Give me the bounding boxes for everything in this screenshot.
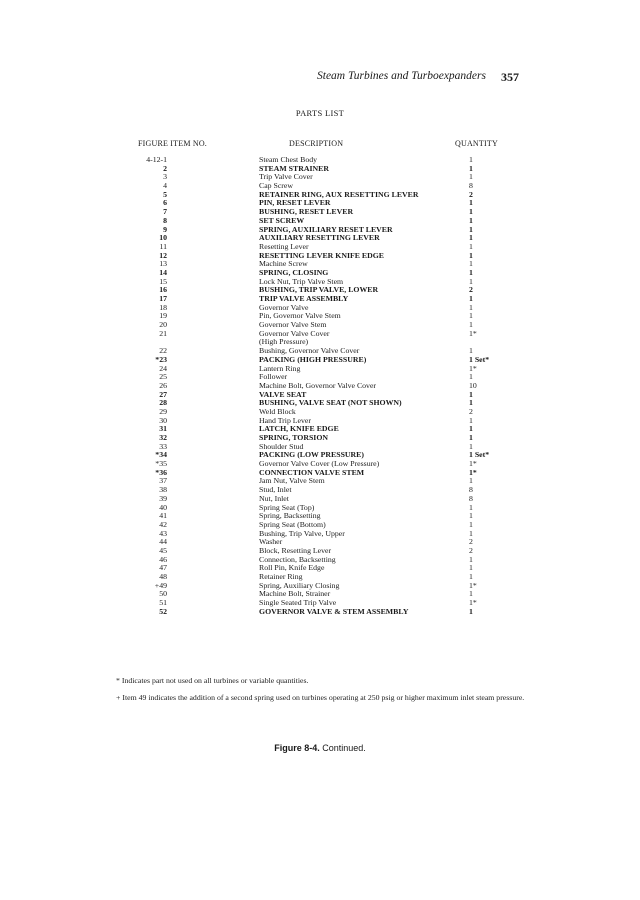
item-quantity: 8: [469, 181, 473, 191]
item-number: 8: [163, 215, 167, 225]
item-quantity: 1: [469, 276, 473, 286]
item-description: LATCH, KNIFE EDGE: [259, 424, 339, 434]
table-row: [0, 234, 640, 243]
table-row: [0, 408, 640, 417]
item-number: 18: [159, 302, 167, 312]
item-description: SPRING, TORSION: [259, 433, 329, 442]
item-number: 11: [159, 241, 167, 251]
item-number: 4: [163, 181, 167, 191]
item-number: 6: [163, 198, 167, 208]
running-title: Steam Turbines and Turboexpanders: [317, 70, 486, 82]
item-quantity: 1*: [469, 598, 477, 608]
item-quantity: 1: [469, 563, 473, 573]
item-number: 24: [159, 363, 167, 373]
item-number: 27: [159, 389, 167, 399]
item-quantity: 1: [469, 606, 473, 616]
item-description: Bushing, Trip Valve, Upper: [259, 528, 345, 538]
item-quantity: 1 Set*: [469, 450, 490, 460]
parts-table: [0, 156, 640, 616]
item-quantity: 1: [469, 589, 473, 599]
item-number: 2: [163, 163, 167, 173]
item-quantity: 8: [469, 485, 473, 495]
item-description: STEAM STRAINER: [259, 163, 329, 173]
item-description: Trip Valve Cover: [259, 172, 313, 182]
item-quantity: 10: [469, 380, 477, 390]
item-number: 4-12-1: [146, 155, 167, 164]
item-description: Governor Valve Cover (Low Pressure): [259, 459, 380, 469]
item-description: BUSHING, RESET LEVER: [259, 207, 354, 217]
item-description: Governor Valve Stem: [259, 320, 327, 330]
item-description: Roll Pin, Knife Edge: [259, 563, 325, 573]
parts-list-title: PARTS LIST: [295, 108, 345, 118]
item-description: Steam Chest Body: [259, 155, 318, 164]
table-row: [0, 486, 640, 495]
item-number: 40: [159, 502, 167, 512]
item-quantity: 1: [469, 572, 473, 581]
item-quantity: 1: [469, 372, 473, 382]
item-quantity: 1: [469, 250, 473, 260]
item-number: 7: [163, 207, 167, 217]
item-number: 47: [159, 563, 167, 573]
item-number: 30: [159, 415, 167, 425]
column-header-description: DESCRIPTION: [289, 139, 344, 148]
item-number: 16: [159, 285, 167, 295]
footnote-asterisk: * Indicates part not used on all turbines or variable quantities.: [116, 676, 309, 685]
item-quantity: 1: [469, 424, 473, 434]
item-quantity: 1: [469, 224, 473, 234]
item-description: Spring Seat (Bottom): [259, 519, 326, 529]
item-description: Spring, Auxiliary Closing: [259, 580, 340, 590]
item-quantity: 2: [469, 406, 473, 416]
item-quantity: 1: [469, 528, 473, 538]
item-number: 51: [159, 598, 167, 608]
figure-caption: [0, 743, 640, 753]
item-quantity: 1: [469, 302, 473, 312]
item-number: 50: [159, 589, 167, 599]
table-row: [0, 365, 640, 374]
item-quantity: 1: [469, 476, 473, 486]
item-description: Jam Nut, Valve Stem: [259, 476, 325, 486]
item-number: 32: [159, 433, 167, 442]
item-description: Lantern Ring: [259, 363, 301, 373]
item-quantity: 8: [469, 493, 473, 503]
item-description: Lock Nut, Trip Valve Stem: [259, 276, 344, 286]
item-description: Nut, Inlet: [259, 493, 289, 503]
item-quantity: 1: [469, 172, 473, 182]
item-description: Washer: [259, 537, 283, 547]
item-description: TRIP VALVE ASSEMBLY: [259, 294, 349, 303]
item-number: 43: [159, 528, 167, 538]
item-number: 37: [159, 476, 167, 486]
item-description: Governor Valve Cover: [259, 328, 330, 338]
item-number: 48: [159, 572, 167, 581]
item-number: 22: [159, 346, 167, 356]
item-description: Spring, Backsetting: [259, 511, 321, 521]
table-row: [0, 165, 640, 174]
item-quantity: 1: [469, 215, 473, 225]
item-quantity: 1*: [469, 328, 477, 338]
table-row: [0, 382, 640, 391]
item-quantity: 1*: [469, 580, 477, 590]
item-number: 25: [159, 372, 167, 382]
item-description: Governor Valve: [259, 302, 309, 312]
item-number: 21: [159, 328, 167, 338]
item-description: RETAINER RING, AUX RESETTING LEVER: [259, 189, 419, 199]
item-description: SET SCREW: [259, 215, 305, 225]
item-number: 42: [159, 519, 167, 529]
item-quantity: 1*: [469, 363, 477, 373]
item-description: SPRING, AUXILIARY RESET LEVER: [259, 224, 393, 234]
item-number: 38: [159, 485, 167, 495]
item-quantity: 1: [469, 241, 473, 251]
item-description: Resetting Lever: [259, 241, 309, 251]
column-header-item: FIGURE ITEM NO.: [138, 139, 207, 148]
table-row: [0, 295, 640, 304]
item-description: CONNECTION VALVE STEM: [259, 467, 365, 477]
item-description: Retainer Ring: [259, 572, 303, 581]
item-description: VALVE SEAT: [259, 389, 307, 399]
item-quantity: 1: [469, 320, 473, 330]
table-row: [0, 434, 640, 443]
item-description: Hand Trip Lever: [259, 415, 311, 425]
item-number: +49: [154, 580, 167, 590]
table-row: [0, 208, 640, 217]
item-number: *36: [155, 467, 167, 477]
item-number: 10: [159, 233, 167, 243]
item-quantity: 1*: [469, 467, 477, 477]
item-description: Follower: [259, 372, 288, 382]
item-quantity: 1: [469, 163, 473, 173]
figure-caption-text: Continued.: [322, 743, 366, 753]
item-description: Shoulder Stud: [259, 441, 304, 451]
item-number: 31: [159, 424, 167, 434]
table-row: [0, 252, 640, 261]
item-quantity: 2: [469, 189, 473, 199]
item-description: PIN, RESET LEVER: [259, 198, 331, 208]
table-row: [0, 564, 640, 573]
item-quantity: 1: [469, 294, 473, 303]
item-quantity: 1: [469, 415, 473, 425]
item-quantity: 1*: [469, 459, 477, 469]
item-quantity: 1 Set*: [469, 354, 490, 364]
item-quantity: 2: [469, 537, 473, 547]
item-number: 26: [159, 380, 167, 390]
item-number: 3: [163, 172, 167, 182]
footnote-plus: + Item 49 indicates the addition of a second spring used on turbines operating at 250 psig or higher maximum inlet steam pressure.: [116, 693, 525, 702]
item-description: PACKING (HIGH PRESSURE): [259, 354, 367, 364]
item-description: Machine Bolt, Strainer: [259, 589, 331, 599]
item-description: Weld Block: [259, 406, 296, 416]
item-quantity: 1: [469, 502, 473, 512]
item-number: 44: [159, 537, 167, 547]
item-quantity: 1: [469, 346, 473, 356]
item-number: 52: [159, 606, 167, 616]
item-description: RESETTING LEVER KNIFE EDGE: [259, 250, 384, 260]
item-quantity: 2: [469, 285, 473, 295]
item-quantity: 1: [469, 519, 473, 529]
item-description: Pin, Governor Valve Stem: [259, 311, 341, 321]
item-number: 33: [159, 441, 167, 451]
item-number: 45: [159, 545, 167, 555]
table-row: [0, 173, 640, 182]
item-quantity: 1: [469, 441, 473, 451]
column-header-quantity: QUANTITY: [455, 139, 498, 148]
item-description: (High Pressure): [259, 337, 309, 347]
item-quantity: 1: [469, 398, 473, 408]
table-row: [0, 608, 640, 617]
item-quantity: 1: [469, 511, 473, 521]
figure-label: Figure 8-4.: [274, 743, 320, 753]
item-description: Cap Screw: [259, 181, 293, 191]
item-quantity: 1: [469, 207, 473, 217]
item-quantity: 1: [469, 259, 473, 269]
item-quantity: 1: [469, 198, 473, 208]
item-number: 14: [159, 267, 167, 277]
item-description: Connection, Backsetting: [259, 554, 336, 564]
footnotes: [116, 676, 536, 710]
item-description: Block, Resetting Lever: [259, 545, 332, 555]
item-quantity: 1: [469, 267, 473, 277]
item-quantity: 2: [469, 545, 473, 555]
item-number: 39: [159, 493, 167, 503]
item-number: 9: [163, 224, 167, 234]
item-number: 29: [159, 406, 167, 416]
item-description: Bushing, Governor Valve Cover: [259, 346, 360, 356]
item-number: *23: [155, 354, 167, 364]
item-number: 12: [159, 250, 167, 260]
item-number: 20: [159, 320, 167, 330]
page-header: [0, 70, 640, 90]
table-row: [0, 356, 640, 365]
item-description: Machine Bolt, Governor Valve Cover: [259, 380, 376, 390]
item-quantity: 1: [469, 389, 473, 399]
item-description: PACKING (LOW PRESSURE): [259, 450, 364, 460]
item-quantity: 1: [469, 233, 473, 243]
item-number: 41: [159, 511, 167, 521]
item-description: AUXILIARY RESETTING LEVER: [259, 233, 380, 243]
item-description: SPRING, CLOSING: [259, 267, 329, 277]
item-description: Spring Seat (Top): [259, 502, 315, 512]
table-row: [0, 399, 640, 408]
item-description: Machine Screw: [259, 259, 308, 269]
item-description: BUSHING, VALVE SEAT (NOT SHOWN): [259, 398, 402, 408]
item-number: 15: [159, 276, 167, 286]
item-number: 46: [159, 554, 167, 564]
table-row: [0, 330, 640, 339]
item-description: GOVERNOR VALVE & STEM ASSEMBLY: [259, 606, 409, 616]
item-number: *34: [155, 450, 167, 460]
page-number: 357: [501, 70, 519, 84]
item-quantity: 1: [469, 433, 473, 442]
item-number: *35: [155, 459, 167, 469]
table-row: [0, 495, 640, 504]
item-number: 13: [159, 259, 167, 269]
item-description: BUSHING, TRIP VALVE, LOWER: [259, 285, 379, 295]
table-row: [0, 477, 640, 486]
item-quantity: 1: [469, 155, 473, 164]
table-row: [0, 530, 640, 539]
item-number: 28: [159, 398, 167, 408]
item-number: 5: [163, 189, 167, 199]
item-description: Stud, Inlet: [259, 485, 292, 495]
item-quantity: 1: [469, 554, 473, 564]
item-number: 17: [159, 294, 167, 303]
item-quantity: 1: [469, 311, 473, 321]
item-number: 19: [159, 311, 167, 321]
item-description: Single Seated Trip Valve: [259, 598, 337, 608]
